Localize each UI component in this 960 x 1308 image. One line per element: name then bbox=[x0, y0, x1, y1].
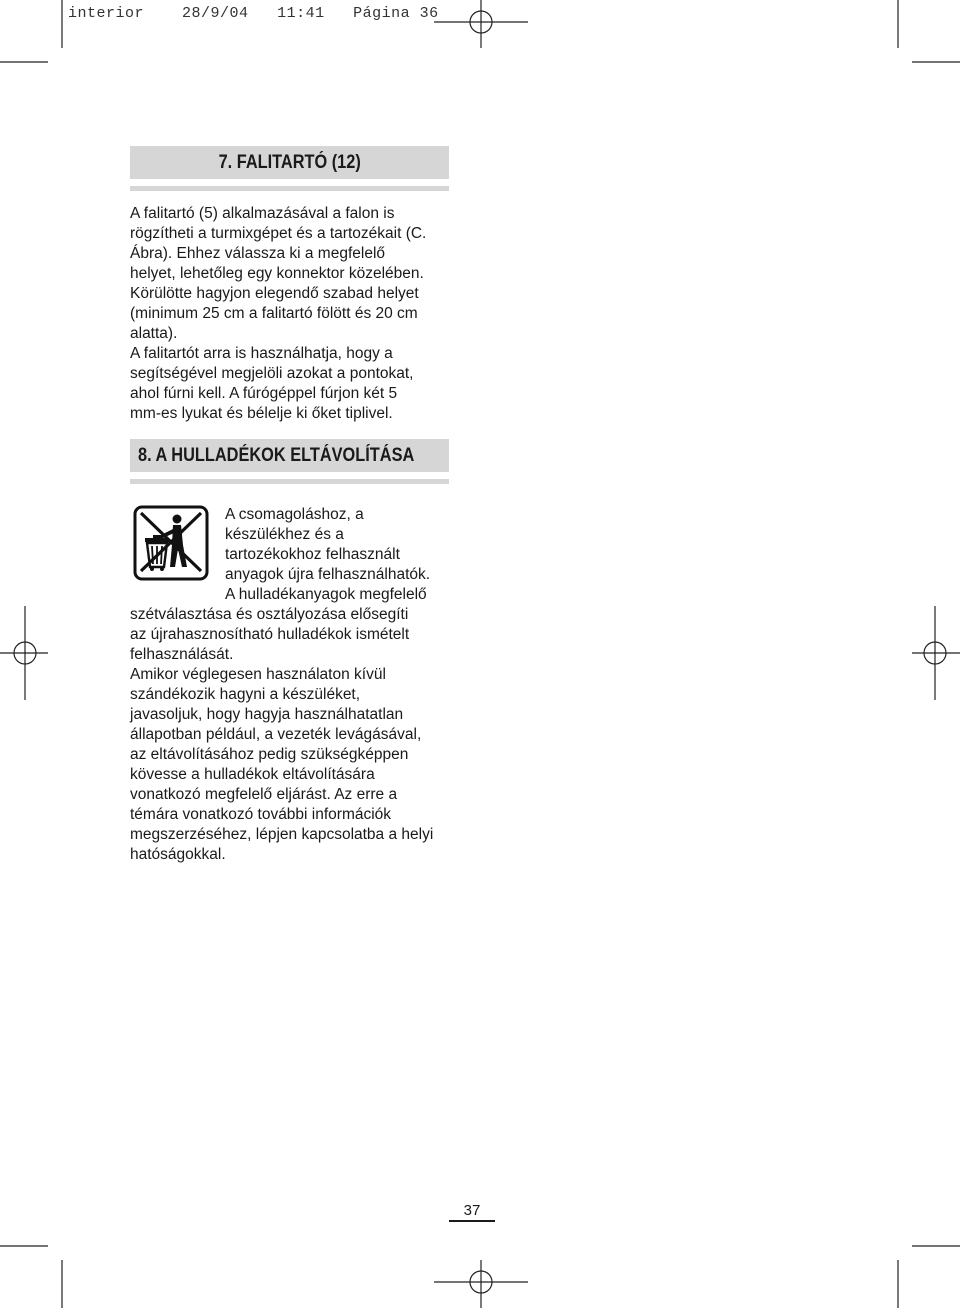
body-line: helyet, lehetőleg egy konnektor közelében. bbox=[130, 265, 424, 282]
registration-mark-top bbox=[434, 0, 528, 48]
slug-time: 11:41 bbox=[277, 5, 325, 22]
body-line: állapotban például, a vezeték levágásával, bbox=[130, 726, 422, 743]
heading-underline bbox=[130, 479, 449, 484]
body-line: A falitartót arra is használhatja, hogy a bbox=[130, 345, 393, 362]
section-8-intro bbox=[225, 505, 465, 585]
body-line: segítségével megjelöli azokat a pontokat, bbox=[130, 365, 414, 382]
body-line: kövesse a hulladékok eltávolítására bbox=[130, 766, 375, 783]
body-line: rögzítheti a turmixgépet és a tartozékait (C. bbox=[130, 225, 427, 242]
registration-mark-left bbox=[0, 606, 48, 700]
registration-mark-bottom bbox=[434, 1260, 528, 1308]
body-line: A hulladékanyagok megfelelő bbox=[225, 586, 427, 603]
registration-mark-right bbox=[912, 606, 960, 700]
body-line: anyagok újra felhasználhatók. bbox=[225, 566, 431, 583]
body-line: Amikor véglegesen használaton kívül bbox=[130, 666, 386, 683]
section-8-title: 8. A HULLADÉKOK ELTÁVOLÍTÁSA bbox=[138, 444, 415, 466]
crossed-out-bin-icon bbox=[133, 505, 209, 581]
body-line: Ábra). Ehhez válassza ki a megfelelő bbox=[130, 245, 386, 262]
section-8-body bbox=[130, 585, 470, 865]
body-line: javasoljuk, hogy hagyja használhatatlan bbox=[130, 706, 404, 723]
body-line: felhasználását. bbox=[130, 646, 234, 663]
heading-underline bbox=[130, 186, 449, 191]
body-line: alatta). bbox=[130, 325, 178, 342]
section-7-heading bbox=[130, 146, 449, 179]
body-line: tartozékokhoz felhasznált bbox=[225, 546, 400, 563]
body-line: szétválasztása és osztályozása elősegíti bbox=[130, 606, 409, 623]
slug-date: 28/9/04 bbox=[182, 5, 249, 22]
body-line: (minimum 25 cm a falitartó fölött és 20 cm bbox=[130, 305, 418, 322]
body-line: megszerzéséhez, lépjen kapcsolatba a helyi bbox=[130, 826, 434, 843]
body-line: az eltávolításához pedig szükségképpen bbox=[130, 746, 409, 763]
page-number: 37 bbox=[449, 1202, 495, 1222]
body-line: készülékhez és a bbox=[225, 526, 344, 543]
body-line: A falitartó (5) alkalmazásával a falon is bbox=[130, 205, 395, 222]
slug-file: interior bbox=[68, 5, 145, 22]
body-line: témára vonatkozó további információk bbox=[130, 806, 392, 823]
section-7-title: 7. FALITARTÓ (12) bbox=[218, 151, 361, 173]
body-line: A csomagoláshoz, a bbox=[225, 506, 364, 523]
body-line: hatóságokkal. bbox=[130, 846, 226, 863]
body-line: mm-es lyukat és bélelje ki őket tiplivel. bbox=[130, 405, 393, 422]
body-line: vonatkozó megfelelő eljárást. Az erre a bbox=[130, 786, 398, 803]
body-line: az újrahasznosítható hulladékok ismételt bbox=[130, 626, 410, 643]
body-line: Körülötte hagyjon elegendő szabad helyet bbox=[130, 285, 419, 302]
section-7-body bbox=[130, 204, 460, 424]
body-line: szándékozik hagyni a készüléket, bbox=[130, 686, 361, 703]
body-line: ahol fúrni kell. A fúrógéppel fúrjon két 5 bbox=[130, 385, 398, 402]
slug-page: Página 36 bbox=[353, 5, 439, 22]
section-8-heading bbox=[130, 439, 449, 472]
